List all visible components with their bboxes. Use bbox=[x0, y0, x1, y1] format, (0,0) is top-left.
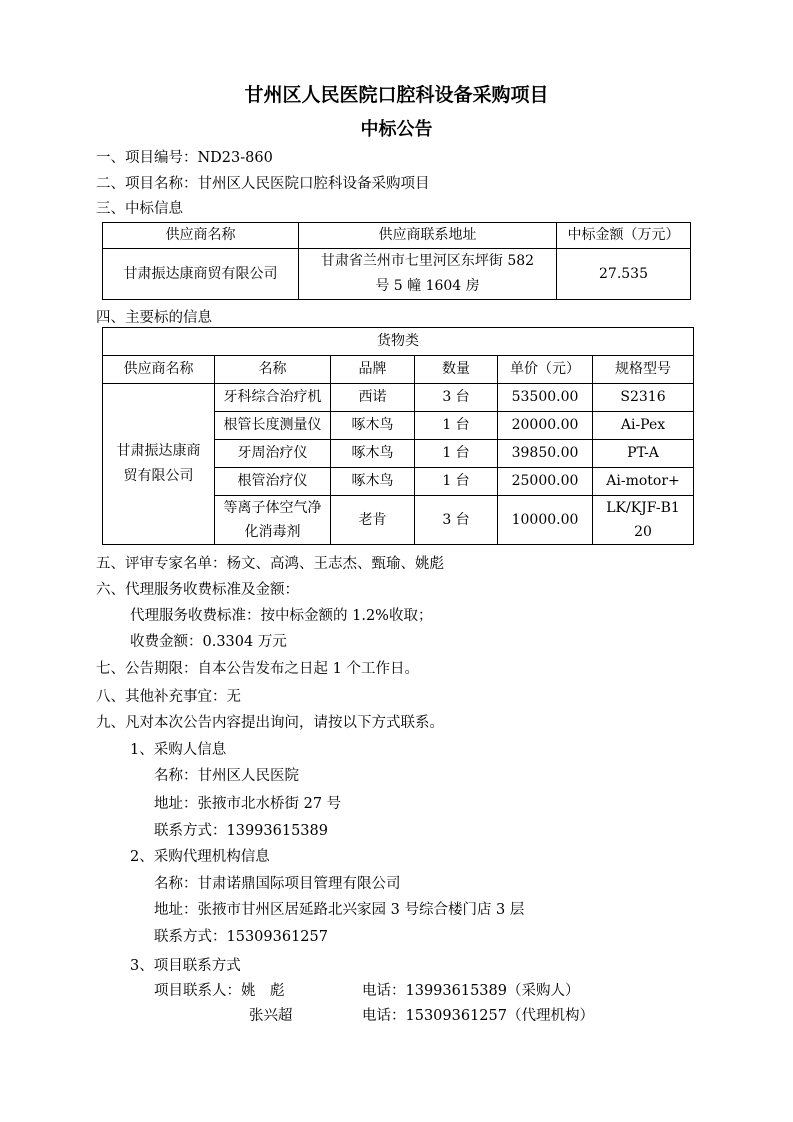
item-quantity: 1 台 bbox=[415, 440, 498, 468]
supplier-address bbox=[299, 249, 557, 300]
header-supplier: 供应商名称 bbox=[103, 223, 299, 249]
item-quantity: 3 台 bbox=[415, 384, 498, 412]
address-line: 号 5 幢 1604 房 bbox=[375, 278, 480, 294]
item-price: 10000.00 bbox=[498, 496, 593, 545]
item-name: 根管治疗仪 bbox=[215, 468, 331, 496]
bid-amount: 27.535 bbox=[557, 249, 691, 300]
item-brand: 西诺 bbox=[331, 384, 415, 412]
fee-heading: 六、代理服务收费标准及金额： bbox=[96, 582, 299, 598]
fee-standard: 代理服务收费标准：按中标金额的 1.2%收取； bbox=[130, 608, 433, 624]
header-name: 名称 bbox=[215, 356, 331, 384]
bid-info-table bbox=[102, 222, 691, 300]
notice-period: 七、公告期限：自本公告发布之日起 1 个工作日。 bbox=[96, 661, 419, 677]
header-supplier: 供应商名称 bbox=[103, 356, 215, 384]
project-number: 一、项目编号：ND23-860 bbox=[96, 150, 273, 166]
goods-category: 货物类 bbox=[103, 328, 694, 356]
item-price: 25000.00 bbox=[498, 468, 593, 496]
main-items-heading: 四、主要标的信息 bbox=[96, 310, 212, 326]
other-matters: 八、其他补充事宜：无 bbox=[96, 689, 241, 705]
table-header-row bbox=[103, 356, 694, 384]
table-header-row bbox=[103, 223, 691, 249]
item-model bbox=[593, 496, 694, 545]
header-address: 供应商联系地址 bbox=[299, 223, 557, 249]
item-model: S2316 bbox=[593, 384, 694, 412]
item-brand: 老肯 bbox=[331, 496, 415, 545]
item-model-line: 20 bbox=[634, 524, 652, 540]
item-model: Ai-motor+ bbox=[593, 468, 694, 496]
item-name: 牙周治疗仪 bbox=[215, 440, 331, 468]
purchaser-address: 地址：张掖市北水桥街 27 号 bbox=[154, 796, 342, 812]
item-model: PT-A bbox=[593, 440, 694, 468]
table-row bbox=[103, 249, 691, 300]
item-price: 20000.00 bbox=[498, 412, 593, 440]
item-name: 牙科综合治疗机 bbox=[215, 384, 331, 412]
header-quantity: 数量 bbox=[415, 356, 498, 384]
purchaser-heading: 1、采购人信息 bbox=[130, 742, 227, 758]
purchaser-name: 名称：甘州区人民医院 bbox=[154, 768, 299, 784]
item-quantity: 1 台 bbox=[415, 468, 498, 496]
bid-info-heading: 三、中标信息 bbox=[96, 201, 183, 217]
agency-heading: 2、采购代理机构信息 bbox=[130, 849, 270, 865]
goods-table bbox=[102, 327, 694, 545]
supplier-name: 甘肃振达康商贸有限公司 bbox=[103, 249, 299, 300]
item-brand: 啄木鸟 bbox=[331, 440, 415, 468]
document-title: 甘州区人民医院口腔科设备采购项目 bbox=[244, 84, 549, 106]
header-model: 规格型号 bbox=[593, 356, 694, 384]
address-line: 甘肃省兰州市七里河区东坪街 582 bbox=[320, 253, 535, 269]
item-brand: 啄木鸟 bbox=[331, 468, 415, 496]
item-name: 根管长度测量仪 bbox=[215, 412, 331, 440]
item-quantity: 1 台 bbox=[415, 412, 498, 440]
supplier-line: 贸有限公司 bbox=[123, 468, 194, 484]
agency-name: 名称：甘肃诺鼎国际项目管理有限公司 bbox=[154, 876, 401, 892]
item-name-line: 等离子体空气净 bbox=[223, 500, 322, 516]
goods-supplier bbox=[103, 384, 215, 545]
item-model: Ai-Pex bbox=[593, 412, 694, 440]
item-price: 39850.00 bbox=[498, 440, 593, 468]
agency-address: 地址：张掖市甘州区居延路北兴家园 3 号综合楼门店 3 层 bbox=[154, 902, 525, 918]
item-brand: 啄木鸟 bbox=[331, 412, 415, 440]
supplier-line: 甘肃振达康商 bbox=[116, 443, 201, 459]
project-contact-heading: 3、项目联系方式 bbox=[130, 958, 241, 974]
project-contact-1: 项目联系人：姚 彪 bbox=[154, 983, 285, 999]
agency-phone: 联系方式：15309361257 bbox=[154, 929, 328, 945]
project-name: 二、项目名称：甘州区人民医院口腔科设备采购项目 bbox=[96, 176, 430, 192]
contact-intro: 九、凡对本次公告内容提出询问，请按以下方式联系。 bbox=[96, 715, 444, 731]
project-contact-2-phone: 电话：15309361257（代理机构） bbox=[362, 1008, 594, 1024]
item-name bbox=[215, 496, 331, 545]
header-brand: 品牌 bbox=[331, 356, 415, 384]
header-unit-price: 单价（元） bbox=[498, 356, 593, 384]
item-price: 53500.00 bbox=[498, 384, 593, 412]
document-subtitle: 中标公告 bbox=[360, 119, 433, 140]
item-model-line: LK/KJF-B1 bbox=[606, 500, 680, 516]
header-amount: 中标金额（万元） bbox=[557, 223, 691, 249]
table-row bbox=[103, 384, 694, 412]
project-contact-2: 张兴超 bbox=[249, 1008, 293, 1024]
expert-list: 五、评审专家名单：杨文、高鸿、王志杰、甄瑜、姚彪 bbox=[96, 556, 444, 572]
purchaser-phone: 联系方式：13993615389 bbox=[154, 823, 328, 839]
project-contact-1-phone: 电话：13993615389（采购人） bbox=[362, 983, 580, 999]
item-name-line: 化消毒剂 bbox=[244, 524, 301, 540]
fee-amount: 收费金额：0.3304 万元 bbox=[130, 634, 287, 650]
item-quantity: 3 台 bbox=[415, 496, 498, 545]
table-caption-row bbox=[103, 328, 694, 356]
